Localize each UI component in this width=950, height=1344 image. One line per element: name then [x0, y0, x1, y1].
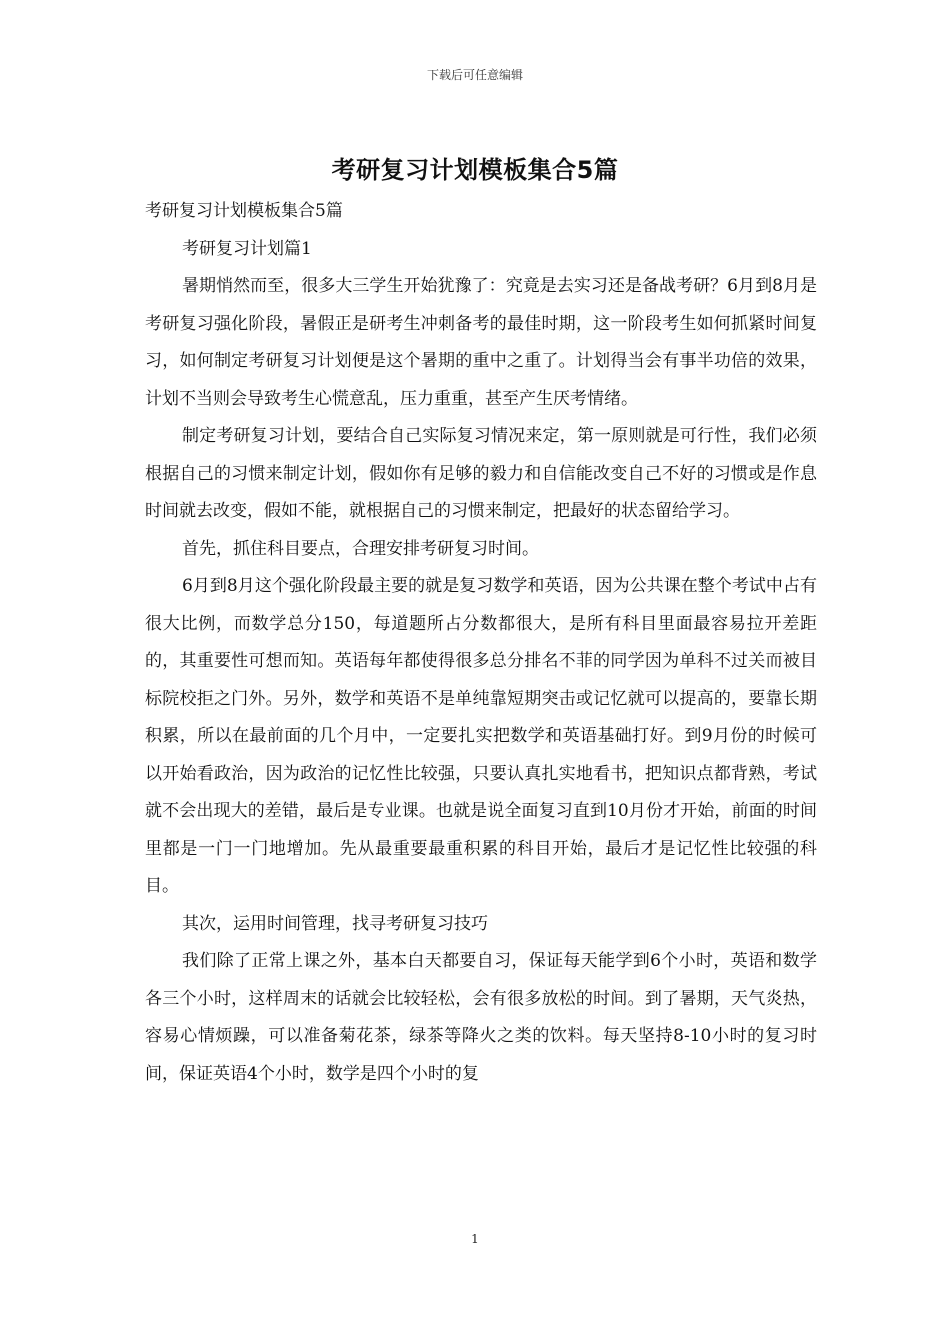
- paragraph: 首先，抓住科目要点，合理安排考研复习时间。: [182, 538, 539, 559]
- paragraph: 制定考研复习计划，要结合自己实际复习情况来定，第一原则就是可行性，我们必须根据自己的习惯来制定计划，假如你有足够的毅力和自信能改变自己不好的习惯或是作息时间就去改变，假如不能，就根据自己的习惯来制定，把最好的状态留给学习。: [145, 426, 817, 521]
- paragraph: 6月到8月这个强化阶段最主要的就是复习数学和英语，因为公共课在整个考试中占有很大比例，而数学总分150，每道题所占分数都很大，是所有科目里面最容易拉开差距的，其重要性可想而知。英语每年都使得很多总分排名不菲的同学因为单科不过关而被目标院校拒之门外。另外，数学和英语不是单纯靠短期突击或记忆就可以提高的，要靠长期积累，所以在最前面的几个月中，一定要扎实把数学和英语基础打好。到9月份的时候可以开始看政治，因为政治的记忆性比较强，只要认真扎实地看书，把知识点都背熟，考试就不会出现大的差错，最后是专业课。也就是说全面复习直到10月份才开始，前面的时间里都是一门一门地增加。先从最重要最重积累的科目开始，最后才是记忆性比较强的科目。: [145, 576, 817, 896]
- paragraph: 我们除了正常上课之外，基本白天都要自习，保证每天能学到6个小时，英语和数学各三个小时，这样周末的话就会比较轻松，会有很多放松的时间。到了暑期，天气炎热，容易心情烦躁，可以准备菊花茶，绿茶等降火之类的饮料。每天坚持8-10小时的复习时间，保证英语4个小时，数学是四个小时的复: [145, 951, 817, 1084]
- subtitle-line: 考研复习计划模板集合5篇: [145, 201, 343, 221]
- document-title: 考研复习计划模板集合5篇: [331, 156, 619, 184]
- header-note: 下载后可任意编辑: [426, 68, 523, 82]
- section-heading: 考研复习计划篇1: [182, 238, 312, 259]
- paragraph: 其次，运用时间管理，找寻考研复习技巧: [182, 913, 488, 934]
- paragraph: 暑期悄然而至，很多大三学生开始犹豫了：究竟是去实习还是备战考研？6月到8月是考研复习强化阶段，暑假正是研考生冲刺备考的最佳时期，这一阶段考生如何抓紧时间复习，如何制定考研复习计划便是这个暑期的重中之重了。计划得当会有事半功倍的效果，计划不当则会导致考生心慌意乱，压力重重，甚至产生厌考情绪。: [145, 276, 817, 409]
- page-number: 1: [471, 1232, 479, 1246]
- document-body: [145, 193, 817, 1093]
